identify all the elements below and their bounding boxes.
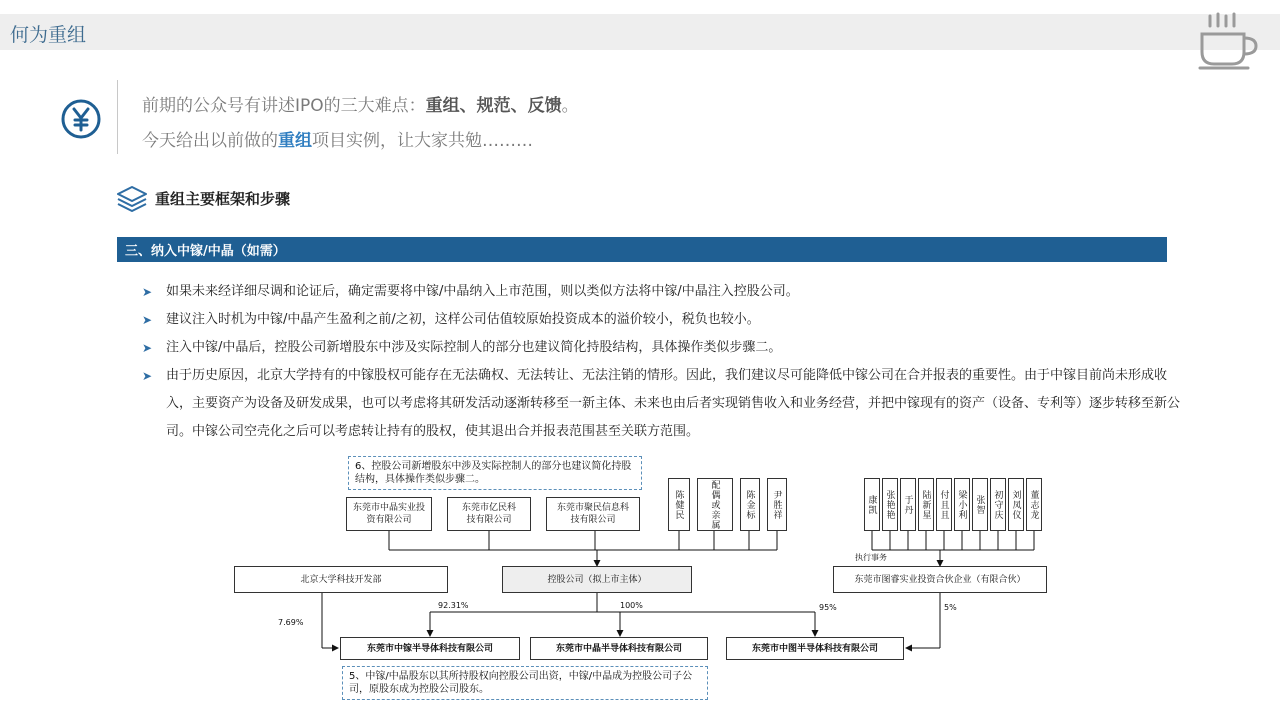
page-title: 何为重组 — [10, 24, 87, 46]
person-box: 于丹 — [900, 478, 916, 531]
person-box: 陈金标 — [740, 478, 760, 531]
company-zhongjing-industrial: 东莞市中晶实业投资有限公司 — [346, 497, 432, 531]
intro-divider — [117, 80, 118, 154]
company-yimin-tech: 东莞市亿民科技有限公司 — [447, 497, 531, 531]
holding-company: 控股公司（拟上市主体） — [502, 566, 692, 593]
subsidiary-zhongjia: 东莞市中镓半导体科技有限公司 — [340, 637, 520, 660]
person-box: 张艳艳 — [882, 478, 898, 531]
person-box: 初守庆 — [990, 478, 1006, 531]
person-box: 梁小利 — [954, 478, 970, 531]
arrow-right-icon: ➤ — [142, 369, 153, 383]
partnership-enterprise: 东莞市图睿实业投资合伙企业（有限合伙） — [833, 566, 1047, 593]
note-step-5: 5、中镓/中晶股东以其所持股权向控股公司出资，中镓/中晶成为控股公司子公司，原股东成为控股公司股东。 — [342, 666, 708, 700]
subsidiary-zhongtu: 东莞市中图半导体科技有限公司 — [726, 637, 904, 660]
arrow-right-icon: ➤ — [142, 313, 153, 327]
yen-icon — [60, 98, 102, 140]
person-box: 付且且 — [936, 478, 952, 531]
list-item: ➤ 由于历史原因，北京大学持有的中镓股权可能存在无法确权、无法转让、无法注销的情形。因此，我们建议尽可能降低中镓公司在合并报表的重要性。由于中镓目前尚未形成收入，主要资产为设备及研发成果，也可以考虑将其研发活动逐渐转移至一新主体、未来也由后者实现销售收入和业务经营，并把中镓现有的资产（设备、专利等）逐步转移至新公司。中镓公司空壳化之后可以考虑转让持有的股权，使其退出合并报表范围甚至关联方范围。 — [142, 362, 1192, 446]
bullet-list — [142, 278, 1192, 446]
pct-holdco-zhongjia: 92.31% — [438, 601, 469, 610]
layers-icon — [116, 184, 148, 214]
coffee-cup-icon — [1198, 12, 1260, 70]
person-box: 陆新星 — [918, 478, 934, 531]
peking-university-dept: 北京大学科技开发部 — [234, 566, 448, 593]
person-box: 配偶或亲属 — [697, 478, 733, 531]
ownership-diagram — [0, 450, 1280, 720]
arrow-right-icon: ➤ — [142, 285, 153, 299]
person-box: 陈健民 — [668, 478, 690, 531]
subsidiary-zhongjing: 东莞市中晶半导体科技有限公司 — [530, 637, 708, 660]
company-jumin-info: 东莞市聚民信息科技有限公司 — [546, 497, 640, 531]
section-heading: 重组主要框架和步骤 — [155, 190, 291, 208]
person-box: 董志龙 — [1026, 478, 1042, 531]
pct-partnership-zhongtu: 5% — [944, 603, 957, 612]
person-box: 康凯 — [864, 478, 880, 531]
top-bar — [0, 14, 1280, 50]
person-box: 尹胜祥 — [767, 478, 787, 531]
intro-line-2: 今天给出以前做的重组项目实例，让大家共勉……… — [142, 131, 533, 151]
list-item: ➤ 如果未来经详细尽调和论证后，确定需要将中镓/中晶纳入上市范围，则以类似方法将中镓/中晶注入控股公司。 — [142, 278, 1192, 306]
pct-holdco-zhongjing: 100% — [620, 601, 643, 610]
exec-partner-label: 执行事务 — [855, 553, 887, 562]
list-item: ➤ 建议注入时机为中镓/中晶产生盈利之前/之初，这样公司估值较原始投资成本的溢价较小，税负也较小。 — [142, 306, 1192, 334]
person-box: 刘凤仪 — [1008, 478, 1024, 531]
note-step-6: 6、控股公司新增股东中涉及实际控制人的部分也建议简化持股结构，具体操作类似步骤二。 — [348, 456, 642, 490]
person-box: 张智 — [972, 478, 988, 531]
pct-holdco-zhongtu: 95% — [819, 603, 837, 612]
arrow-right-icon: ➤ — [142, 341, 153, 355]
pct-peking-zhongjia: 7.69% — [278, 618, 304, 627]
list-item: ➤ 注入中镓/中晶后，控股公司新增股东中涉及实际控制人的部分也建议简化持股结构，具体操作类似步骤二。 — [142, 334, 1192, 362]
section-banner: 三、纳入中镓/中晶（如需） — [117, 237, 1167, 262]
intro-line-1: 前期的公众号有讲述IPO的三大难点：重组、规范、反馈。 — [142, 96, 579, 116]
